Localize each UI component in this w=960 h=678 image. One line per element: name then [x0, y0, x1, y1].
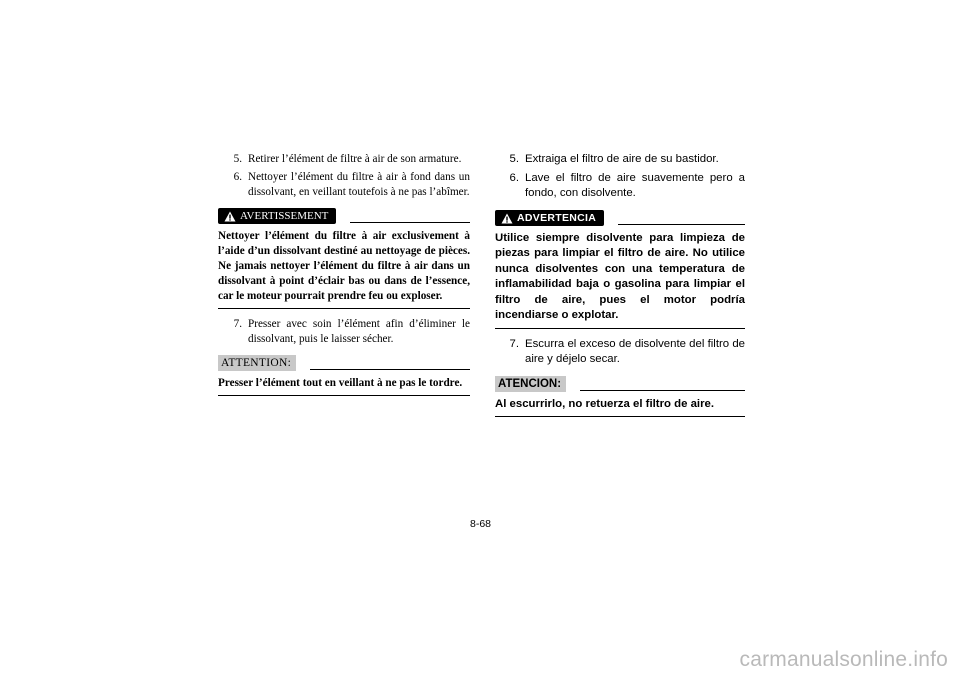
step-5-fr — [218, 152, 470, 167]
warning-label-text: AVERTISSEMENT — [240, 210, 329, 222]
step-text: Nettoyer l’élément du filtre à air à fond dans un dissolvant, en veillant toutefois à ne pas l’abîmer. — [248, 171, 470, 198]
warning-text-fr: Nettoyer l’élément du filtre à air exclusivement à l’aide d’un dissolvant destiné au nettoyage de pièces. Ne jamais nettoyer l’élément du filtre à air dans un dissolvant à point d’éclair bas ou dans de l’essence, car le moteur pourrait prendre feu ou exploser. — [218, 229, 470, 309]
step-text: Escurra el exceso de disolvente del filtro de aire y déjelo secar. — [525, 337, 745, 365]
step-text: Retirer l’élément de filtre à air de son armature. — [248, 153, 462, 165]
warning-label — [218, 208, 336, 224]
step-number: 5. — [233, 153, 242, 165]
step-5-es — [495, 152, 745, 168]
warning-triangle-icon — [501, 213, 513, 224]
warning-header-fr — [218, 207, 470, 224]
warning-triangle-icon — [224, 211, 236, 222]
attention-header-fr — [218, 354, 470, 371]
header-rule — [350, 222, 470, 223]
attention-text-fr: Presser l’élément tout en veillant à ne pas le tordre. — [218, 376, 470, 396]
header-rule — [618, 224, 745, 225]
step-number: 6. — [233, 171, 242, 183]
step-6-es — [495, 171, 745, 202]
warning-text-es: Utilice siempre disolvente para limpieza de piezas para limpiar el filtro de aire. No utilice nunca disolventes con una temperatura de inflamabilidad baja o gasolina para limpiar el filtro de aire, pues el motor podría incendiarse o explotar. — [495, 231, 745, 329]
step-6-fr — [218, 170, 470, 200]
step-number: 5. — [509, 153, 519, 165]
step-text: Lave el filtro de aire suavemente pero a fondo, con disolvente. — [525, 171, 745, 199]
warning-label — [495, 210, 604, 226]
attention-text-es: Al escurrirlo, no retuerza el filtro de aire. — [495, 397, 745, 418]
step-text: Extraiga el filtro de aire de su bastidor. — [525, 153, 719, 165]
step-number: 7. — [509, 337, 519, 350]
step-number: 6. — [509, 171, 519, 184]
attention-header-es — [495, 375, 745, 392]
warning-label-text: ADVERTENCIA — [517, 211, 597, 224]
warning-header-es — [495, 209, 745, 226]
spanish-column — [495, 152, 745, 417]
attention-label: ATTENTION: — [218, 355, 296, 371]
header-rule — [580, 390, 745, 391]
page-number: 8-68 — [470, 518, 492, 530]
step-text: Presser avec soin l’élément afin d’éliminer le dissolvant, puis le laisser sécher. — [248, 318, 470, 345]
step-7-fr — [218, 317, 470, 347]
step-7-es — [495, 337, 745, 368]
attention-label: ATENCION: — [495, 376, 566, 392]
watermark: carmanualsonline.info — [739, 648, 948, 671]
step-number: 7. — [233, 318, 242, 330]
french-column — [218, 152, 470, 396]
header-rule — [310, 369, 470, 370]
